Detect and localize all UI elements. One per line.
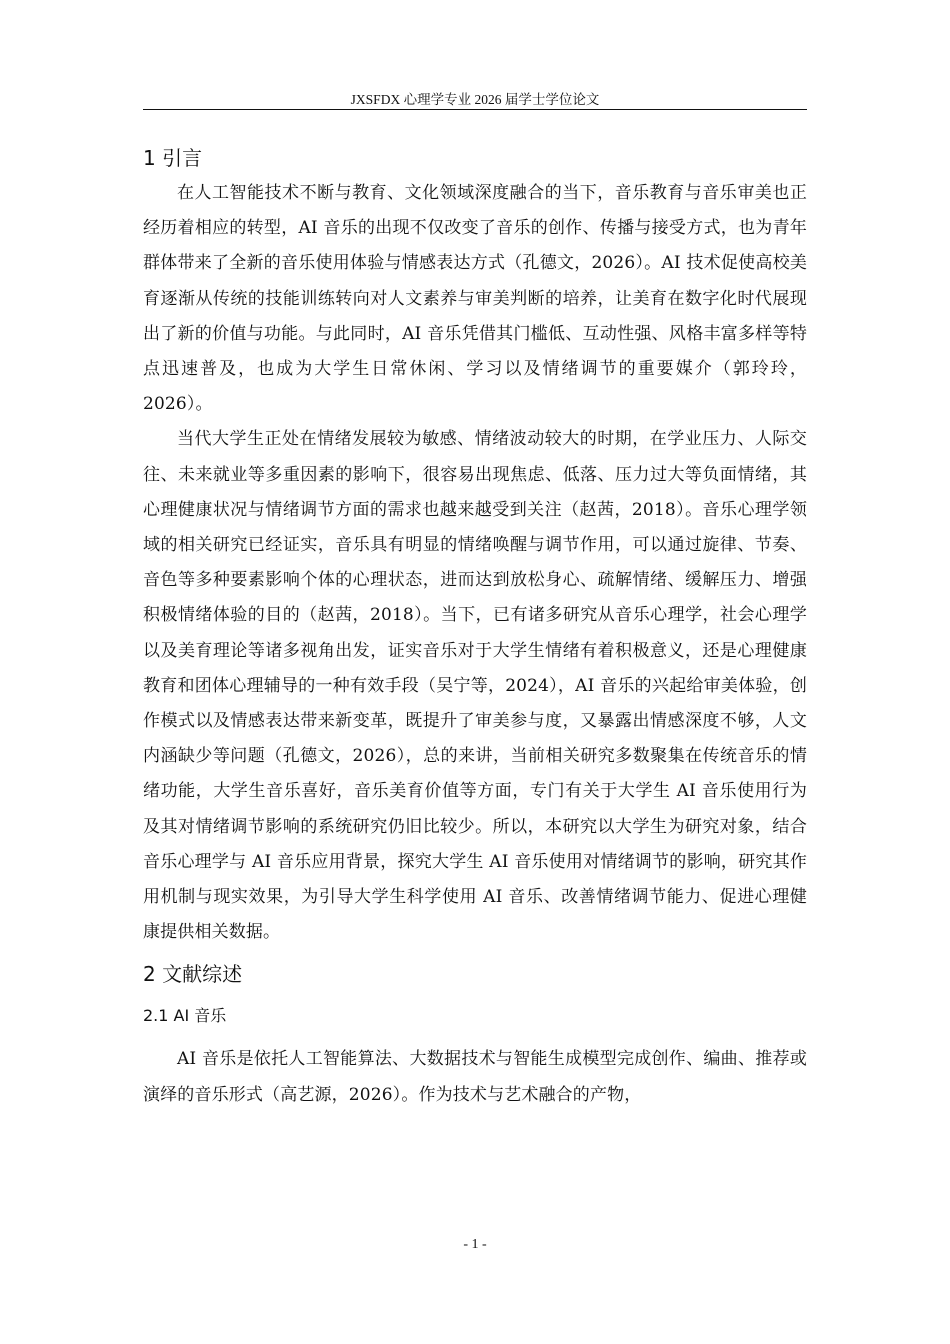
section-heading-literature-review: 2 文献综述 bbox=[143, 962, 243, 987]
paragraph: 当代大学生正处在情绪发展较为敏感、情绪波动较大的时期，在学业压力、人际交往、未来就业等多重因素的影响下，很容易出现焦虑、低落、压力过大等负面情绪，其心理健康状况与情绪调节方面的需求也越来越受到关注（赵茜，2018）。音乐心理学领域的相关研究已经证实，音乐具有明显的情绪唤醒与调节作用，可以通过旋律、节奏、音色等多种要素影响个体的心理状态，进而达到放松身心、疏解情绪、缓解压力、增强积极情绪体验的目的（赵茜，2018）。当下，已有诸多研究从音乐心理学，社会心理学以及美育理论等诸多视角出发，证实音乐对于大学生情绪有着积极意义，还是心理健康教育和团体心理辅导的一种有效手段（吴宁等，2024），AI 音乐的兴起给审美体验，创作模式以及情感表达带来新变革，既提升了审美参与度，又暴露出情感深度不够，人文内涵缺少等问题（孔德文，2026），总的来讲，当前相关研究多数聚集在传统音乐的情绪功能，大学生音乐喜好，音乐美育价值等方面，专门有关于大学生 AI 音乐使用行为及其对情绪调节影响的系统研究仍旧比较少。所以，本研究以大学生为研究对象，结合音乐心理学与 AI 音乐应用背景，探究大学生 AI 音乐使用对情绪调节的影响，研究其作用机制与现实效果，为引导大学生科学使用 AI 音乐、改善情绪调节能力、促进心理健康提供相关数据。 bbox=[143, 429, 807, 943]
running-title: JXSFDX 心理学专业 2026 届学士学位论文 bbox=[350, 92, 600, 107]
paragraph: AI 音乐是依托人工智能算法、大数据技术与智能生成模型完成创作、编曲、推荐或演绎的音乐形式（高艺源，2026）。作为技术与艺术融合的产物， bbox=[143, 1049, 807, 1105]
paragraph: 在人工智能技术不断与教育、文化领域深度融合的当下，音乐教育与音乐审美也正经历着相应的转型，AI 音乐的出现不仅改变了音乐的创作、传播与接受方式，也为青年群体带来了全新的音乐使用体验与情感表达方式（孔德文，2026）。AI 技术促使高校美育逐渐从传统的技能训练转向对人文素养与审美判断的培养，让美育在数字化时代展现出了新的价值与功能。与此同时，AI 音乐凭借其门槛低、互动性强、风格丰富多样等特点迅速普及，也成为大学生日常休闲、学习以及情绪调节的重要媒介（郭玲玲，2026）。 bbox=[143, 183, 807, 415]
page-body bbox=[143, 140, 807, 1113]
section-heading-introduction: 1 引言 bbox=[143, 146, 203, 170]
running-header bbox=[143, 90, 807, 110]
page-number: - 1 - bbox=[463, 1237, 487, 1252]
subsection-heading-ai-music: 2.1 AI 音乐 bbox=[143, 1006, 227, 1026]
